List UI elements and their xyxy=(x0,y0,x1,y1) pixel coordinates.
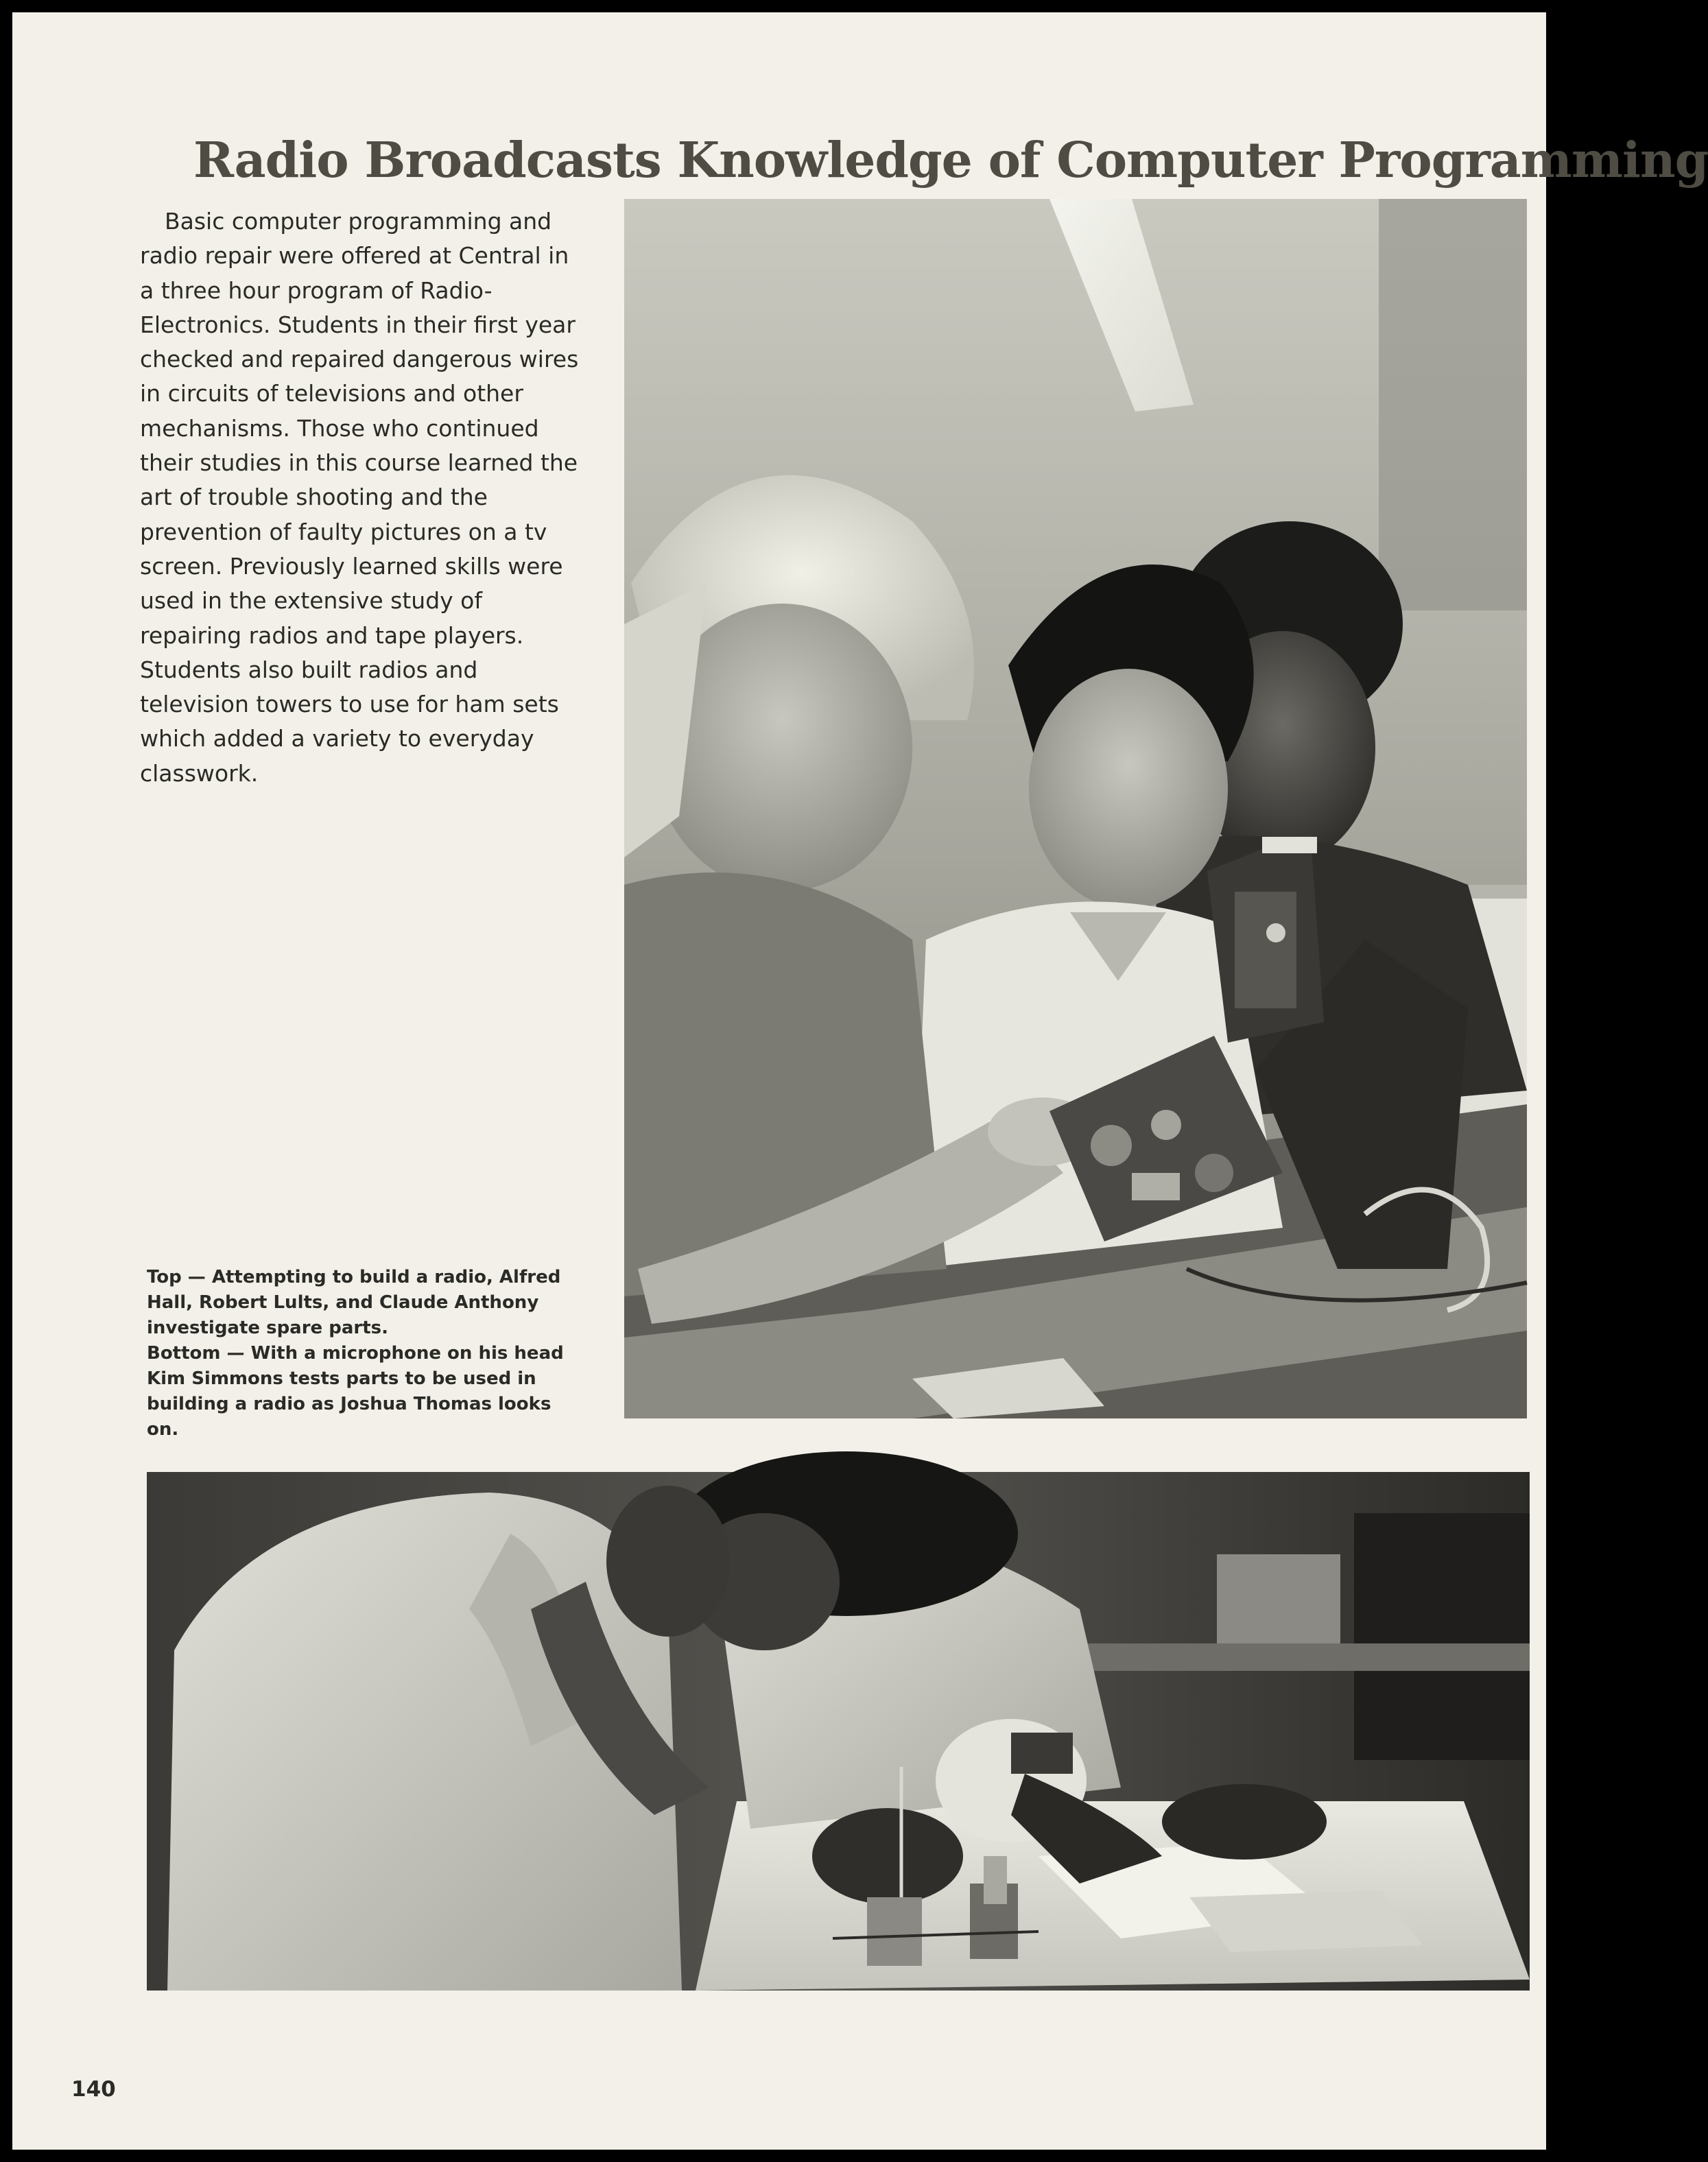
photo-students-repairing-radio xyxy=(624,199,1527,1418)
caption-bottom: Bottom — With a microphone on his head Kim Simmons tests parts to be used in building a radio as Joshua Thomas looks on. xyxy=(147,1343,564,1440)
article-body: Basic computer programming and radio repair were offered at Central in a three hour program of Radio-Electronics. Students in their first year checked and repaired dangerous wires in circuits of televisions and other mechanisms. Those who continued their studies in this course learned the art of trouble shooting and the prevention of faulty pictures on a tv screen. Previously learned skills were used in the extensive study of repairing radios and tape players. Students also built radios and television towers to use for ham sets which added a variety to everyday classwork. xyxy=(140,208,579,787)
photo-captions xyxy=(147,1265,572,1442)
yearbook-page xyxy=(12,12,1708,2150)
page-number: 140 xyxy=(71,2077,116,2102)
photo-student-testing-parts xyxy=(147,1472,1530,1991)
caption-top: Top — Attempting to build a radio, Alfred Hall, Robert Lults, and Claude Anthony investigate spare parts. xyxy=(147,1267,561,1338)
page-title: Radio Broadcasts Knowledge of Computer Programming xyxy=(193,131,1708,189)
